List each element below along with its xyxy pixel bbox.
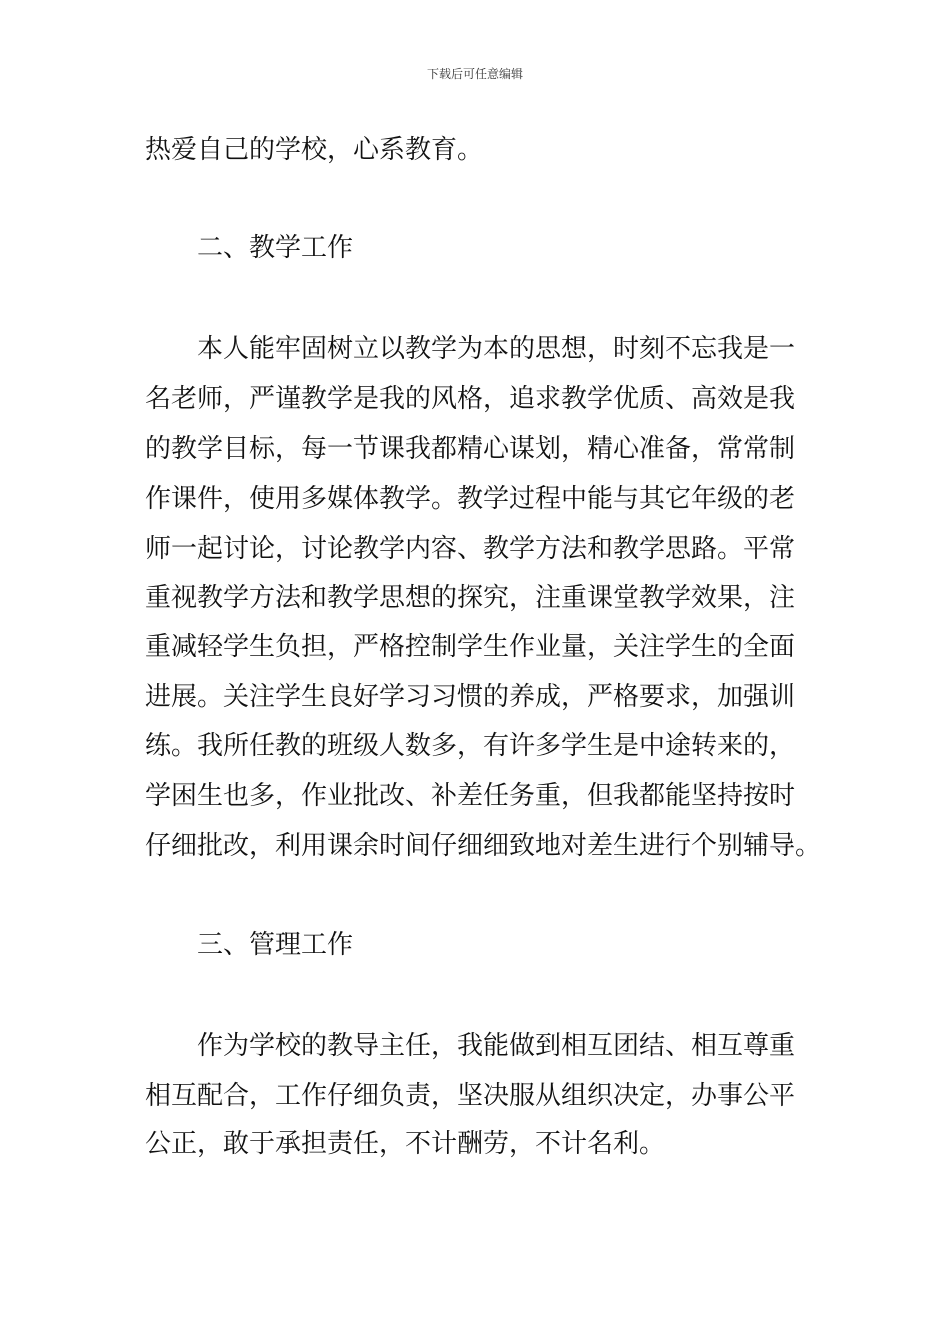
text-line: 本人能牢固树立以教学为本的思想，时刻不忘我是一 (197, 334, 796, 364)
text-line: 作为学校的教导主任，我能做到相互团结、相互尊重 (197, 1031, 796, 1061)
section-heading: 二、教学工作 (197, 233, 354, 263)
text-line: 进展。关注学生良好学习习惯的养成，严格要求，加强训 (145, 682, 796, 712)
text-line: 练。我所任教的班级人数多，有许多学生是中途转来的， (145, 731, 796, 761)
text-line: 相互配合，工作仔细负责，坚决服从组织决定，办事公平 (145, 1081, 796, 1111)
text-line: 学困生也多，作业批改、补差任务重，但我都能坚持按时 (145, 781, 796, 811)
text-line: 师一起讨论，讨论教学内容、教学方法和教学思路。平常 (145, 534, 796, 564)
header-note: 下载后可任意编辑 (426, 67, 523, 81)
section-heading: 三、管理工作 (197, 930, 354, 960)
text-line: 公正，敢于承担责任，不计酬劳，不计名利。 (145, 1129, 666, 1159)
text-line: 名老师，严谨教学是我的风格，追求教学优质、高效是我 (145, 384, 796, 414)
text-line: 重减轻学生负担，严格控制学生作业量，关注学生的全面 (145, 632, 796, 662)
text-line: 重视教学方法和教学思想的探究，注重课堂教学效果，注 (145, 583, 796, 613)
text-line: 仔细批改，利用课余时间仔细细致地对差生进行个别辅导。 (145, 831, 822, 861)
text-line: 热爱自己的学校，心系教育。 (145, 135, 484, 165)
text-line: 作课件，使用多媒体教学。教学过程中能与其它年级的老 (145, 484, 796, 514)
text-line: 的教学目标，每一节课我都精心谋划，精心准备，常常制 (145, 434, 796, 464)
